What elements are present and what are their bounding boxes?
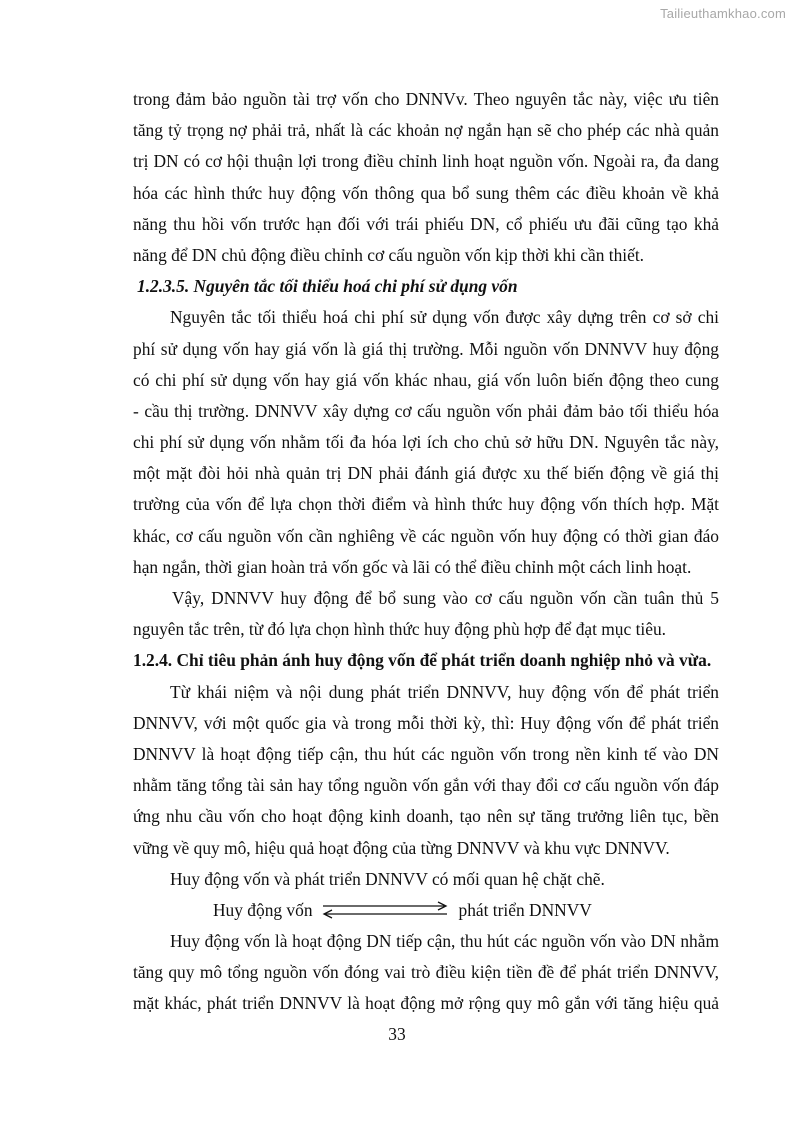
text-line: trong đảm bảo nguồn tài trợ vốn cho DNNVv. Theo nguyên tắc này, việc ưu tiên: [133, 89, 719, 109]
text-line: DNNVV, với một quốc gia và trong mỗi thời kỳ, thì: Huy động vốn để phát triển: [133, 712, 719, 733]
text-line: - cầu thị trường. DNNVV xây dựng cơ cấu nguồn vốn phải đảm bảo tối thiểu hóa: [133, 400, 719, 421]
diagram-right-label: phát triển DNNVV: [458, 899, 592, 920]
text-line: Từ khái niệm và nội dung phát triển DNNVV, huy động vốn để phát triển: [170, 681, 719, 702]
text-line: năng để DN chủ động điều chỉnh cơ cấu nguồn vốn kịp thời khi cần thiết.: [133, 244, 645, 265]
text-line: hạn ngắn, thời gian hoàn trả vốn gốc và lãi có thể điều chỉnh một cách linh hoạt.: [133, 556, 692, 577]
text-line: DNNVV là hoạt động tiếp cận, thu hút các nguồn vốn trong nền kinh tế vào DN: [133, 743, 719, 764]
section-heading: 1.2.3.5. Nguyên tắc tối thiểu hoá chi phí sử dụng vốn: [137, 276, 518, 297]
document-body: [133, 84, 719, 1020]
watermark: Tailieuthamkhao.com: [660, 6, 786, 21]
bidirectional-arrow-icon: [321, 899, 449, 921]
text-line: tăng tỷ trọng nợ phải trả, nhất là các khoản nợ ngắn hạn sẽ cho phép các nhà quản: [133, 120, 719, 141]
text-line: phí sử dụng vốn hay giá vốn là giá thị trường. Mỗi nguồn vốn DNNVV huy động: [133, 338, 719, 359]
text-line: hóa các hình thức huy động vốn thông qua bổ sung thêm các điều khoản về khả: [133, 182, 719, 203]
relationship-diagram: [133, 895, 719, 926]
text-line: khác, cơ cấu nguồn vốn cần nghiêng về các nguồn vốn huy động có thời gian đáo: [133, 525, 719, 546]
text-line: mặt khác, phát triển DNNVV là hoạt động mở rộng quy mô gắn với tăng hiệu quả: [133, 993, 719, 1014]
text-line: tăng quy mô tổng nguồn vốn đóng vai trò điều kiện tiền đề để phát triển DNNVV,: [133, 962, 719, 983]
text-line: có chi phí sử dụng vốn hay giá vốn khác nhau, giá vốn luôn biến động theo cung: [133, 369, 719, 390]
text-line: vững về quy mô, hiệu quả hoạt động của từng DNNVV và khu vực DNNVV.: [133, 837, 670, 858]
text-line: năng thu hồi vốn trước hạn đối với trái phiếu DN, cổ phiếu ưu đãi cũng tạo khả: [133, 213, 719, 234]
section-heading: 1.2.4. Chỉ tiêu phản ánh huy động vốn để phát triển doanh nghiệp nhỏ và vừa.: [133, 650, 712, 671]
text-line: trường của vốn để lựa chọn thời điểm và hình thức huy động vốn thích hợp. Mặt: [133, 494, 719, 515]
text-line: một mặt đòi hỏi nhà quản trị DN phải đánh giá được xu thế biến động về giá thị: [133, 463, 719, 484]
text-line: Vậy, DNNVV huy động để bổ sung vào cơ cấu nguồn vốn cần tuân thủ 5: [172, 588, 719, 608]
text-line: Nguyên tắc tối thiểu hoá chi phí sử dụng vốn được xây dựng trên cơ sở chi: [170, 307, 719, 328]
text-line: chi phí sử dụng vốn nhằm tối đa hóa lợi ích cho chủ sở hữu DN. Nguyên tắc này,: [133, 432, 719, 453]
text-line: Huy động vốn và phát triển DNNVV có mối quan hệ chặt chẽ.: [170, 868, 605, 889]
text-line: trị DN có cơ hội thuận lợi trong điều chỉnh linh hoạt nguồn vốn. Ngoài ra, đa dang: [133, 151, 719, 172]
text-line: Huy động vốn là hoạt động DN tiếp cận, thu hút các nguồn vốn vào DN nhằm: [170, 931, 719, 952]
text-line: nhằm tăng tổng tài sản hay tổng nguồn vốn gắn với thay đổi cơ cấu nguồn vốn đáp: [133, 775, 719, 796]
diagram-left-label: Huy động vốn: [213, 899, 313, 920]
page-number: 33: [388, 1024, 406, 1044]
text-line: nguyên tắc trên, từ đó lựa chọn hình thức huy động phù hợp để đạt mục tiêu.: [133, 619, 666, 640]
text-line: ứng nhu cầu vốn cho hoạt động kinh doanh, tạo nên sự tăng trưởng liên tục, bền: [133, 806, 719, 827]
